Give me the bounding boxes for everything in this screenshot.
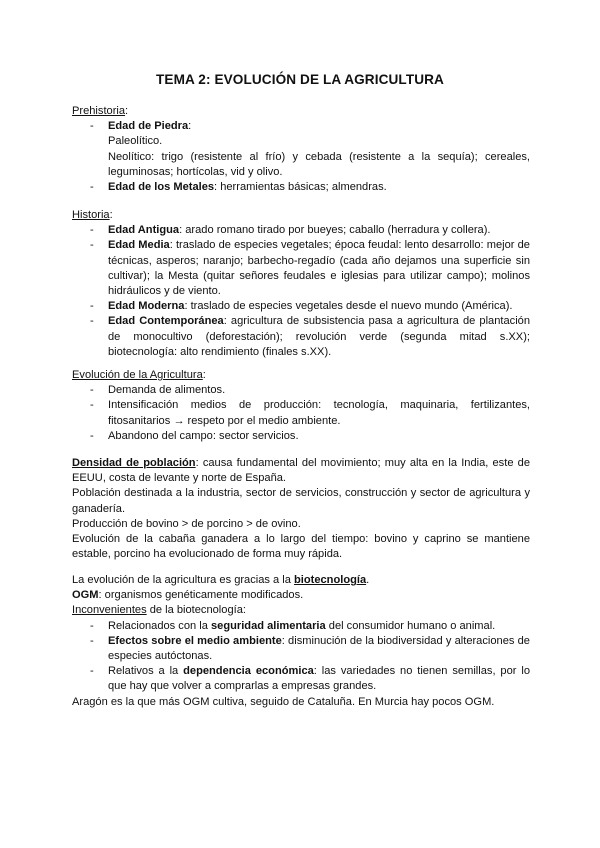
list-item: - Abandono del campo: sector servicios. bbox=[72, 429, 530, 444]
section-historia: Historia: - Edad Antigua: arado romano tirado por bueyes; caballo (herradura y collera). - Edad Media: traslado de especies vegetales; época feudal: lento desarrollo: mejor de técnicas, asperos; naranjo; barbecho-regadío (cada año dejamos una superficie sin cultivar); la Mesta (quitar señores feudales e iglesias para utilizar campo); molinos hidráulicos y de viento. - Edad Moderna: traslado de especies vegetales desde el nuevo mundo (América). - Edad Contemporánea: agricultura de subsistencia pasa a agricultura de plantación de monocultivo (deforestación); revolución verde (segunda mitad s.XX); biotecnología: alto rendimiento (finales s.XX). bbox=[72, 208, 530, 360]
list-item-edad-moderna: - Edad Moderna: traslado de especies vegetales desde el nuevo mundo (América). bbox=[72, 299, 530, 314]
section-prehistoria: Prehistoria: - Edad de Piedra: Paleolítico. Neolítico: trigo (resistente al frío) y cebada (resistente a la sequía); cereales, leguminosas; hortícolas, vid y olivo. - Edad de los Metales: herramientas básicas; almendras. bbox=[72, 104, 530, 195]
section-biotecnologia bbox=[72, 573, 530, 710]
neolitico-text: Neolítico: trigo (resistente al frío) y cebada (resistente a la sequía); cereales, leguminosas; hortícolas, vid y olivo. bbox=[108, 150, 530, 178]
inconvenientes-heading: Inconvenientes de la biotecnología: bbox=[72, 604, 246, 617]
list-item: - Demanda de alimentos. bbox=[72, 383, 530, 398]
densidad-paragraph-2: Población destinada a la industria, sector de servicios, construcción y sector de agricultura y ganadería. bbox=[72, 487, 530, 515]
list-item-medio-ambiente: - Efectos sobre el medio ambiente: disminución de la biodiversidad y alteraciones de especies autóctonas. bbox=[72, 634, 530, 664]
densidad-paragraph-4: Evolución de la cabaña ganadera a lo largo del tiempo: bovino y caprino se mantiene estable, porcino ha evolucionado de forma muy rápida. bbox=[72, 533, 530, 561]
list-item-edad-piedra: - Edad de Piedra: bbox=[72, 119, 530, 134]
section-evolucion: Evolución de la Agricultura: - Demanda de alimentos. - Intensificación medios de producción: tecnología, maquinaria, fertilizantes, fitosanitarios → respeto por el medio ambiente. - Abandono del campo: sector servicios. bbox=[72, 368, 530, 444]
paleolitico-text: Paleolítico. bbox=[108, 135, 163, 148]
page-title: TEMA 2: EVOLUCIÓN DE LA AGRICULTURA bbox=[156, 72, 444, 87]
list-item-edad-antigua: - Edad Antigua: arado romano tirado por bueyes; caballo (herradura y collera). bbox=[72, 223, 530, 238]
heading-evolucion: Evolución de la Agricultura bbox=[72, 369, 203, 381]
list-item-edad-metales: - Edad de los Metales: herramientas básicas; almendras. bbox=[72, 180, 530, 195]
heading-prehistoria: Prehistoria bbox=[72, 105, 126, 117]
densidad-paragraph-3: Producción de bovino > de porcino > de ovino. bbox=[72, 517, 301, 530]
list-item-dependencia: - Relativos a la dependencia económica: las variedades no tienen semillas, por lo que hay que volver a comprarlas a empresas grandes. bbox=[72, 664, 530, 694]
biotec-intro: La evolución de la agricultura es gracias a la biotecnología. bbox=[72, 574, 370, 586]
heading-historia: Historia bbox=[72, 209, 110, 221]
list-item-edad-media: - Edad Media: traslado de especies vegetales; época feudal: lento desarrollo: mejor de técnicas, asperos; naranjo; barbecho-regadío (cada año dejamos una superficie sin cultivar); la Mesta (quitar señores feudales e iglesias para utilizar campo); molinos hidráulicos y de viento. bbox=[72, 238, 530, 299]
ogm-definition: OGM: organismos genéticamente modificados. bbox=[72, 589, 304, 602]
list-item: - Intensificación medios de producción: tecnología, maquinaria, fertilizantes, fitosanitarios → respeto por el medio ambiente. bbox=[72, 398, 530, 428]
list-item-edad-contemporanea: - Edad Contemporánea: agricultura de subsistencia pasa a agricultura de plantación de monocultivo (deforestación); revolución verde (segunda mitad s.XX); biotecnología: alto rendimiento (finales s.XX). bbox=[72, 314, 530, 360]
ogm-final-paragraph: Aragón es la que más OGM cultiva, seguido de Cataluña. En Murcia hay pocos OGM. bbox=[72, 695, 495, 708]
densidad-paragraph: Densidad de población: causa fundamental del movimiento; muy alta en la India, este de EEUU, costa de levante y norte de España. bbox=[72, 457, 530, 485]
section-densidad bbox=[72, 456, 530, 562]
list-item-seguridad: - Relacionados con la seguridad alimentaria del consumidor humano o animal. bbox=[72, 619, 530, 634]
